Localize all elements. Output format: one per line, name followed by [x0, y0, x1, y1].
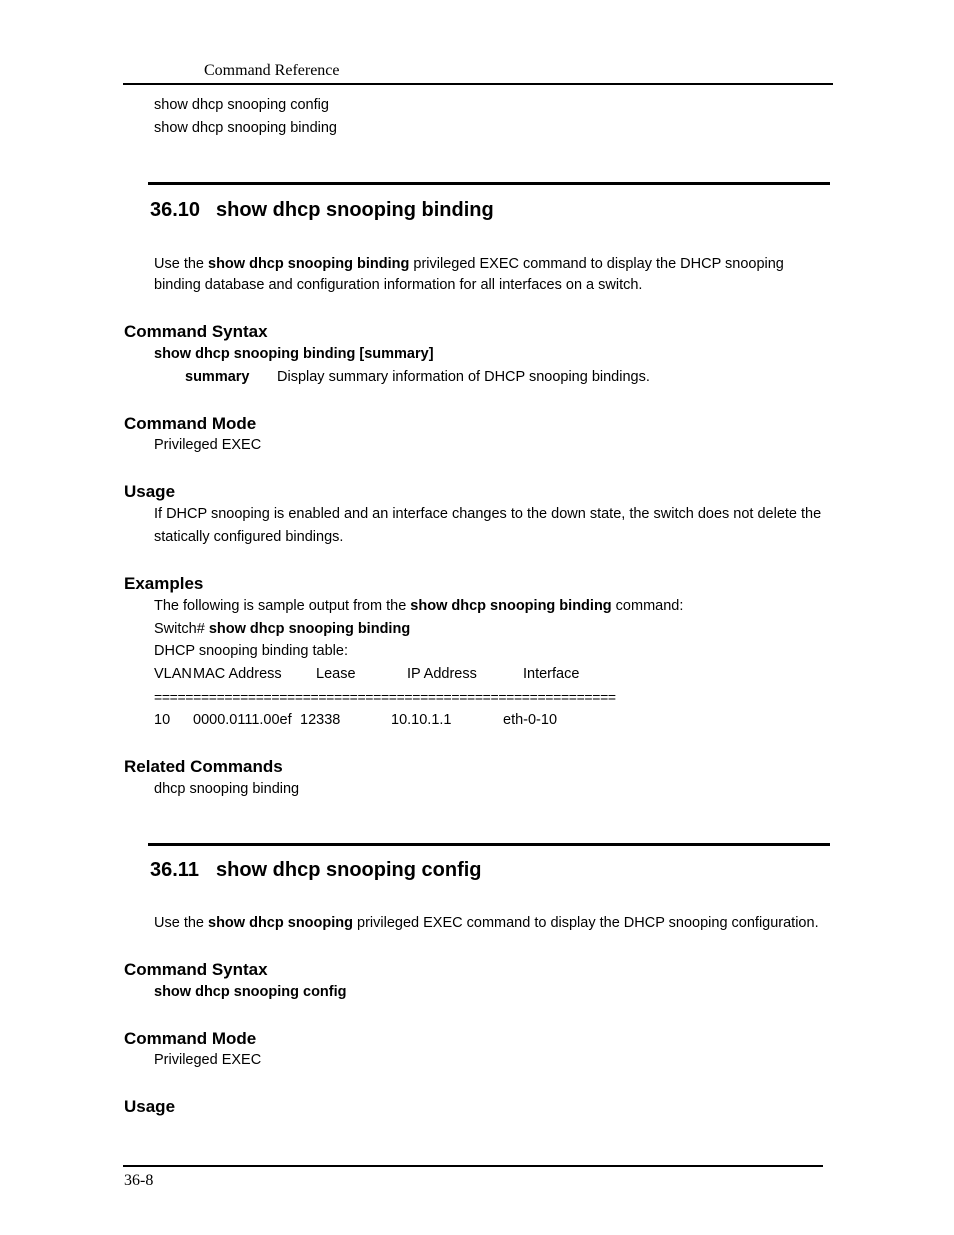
section-intro: Use the show dhcp snooping privileged EXEC command to display the DHCP snooping configuration. [154, 915, 819, 931]
section-intro-line2: binding database and configuration information for all interfaces on a switch. [154, 277, 643, 293]
usage-text: If DHCP snooping is enabled and an interface changes to the down state, the switch does not delete the [154, 506, 822, 522]
section-number: 36.10 [150, 199, 201, 221]
table-cell: 10 [154, 712, 171, 728]
command-syntax: show dhcp snooping config [154, 984, 347, 1000]
command-syntax-heading: Command Syntax [124, 960, 268, 979]
command-syntax-heading: Command Syntax [124, 322, 268, 341]
page-number: 36-8 [124, 1172, 154, 1189]
prev-related-1: show dhcp snooping config [154, 97, 329, 113]
col-mac-address: MAC Address [193, 666, 282, 682]
prev-related-2: show dhcp snooping binding [154, 120, 337, 136]
usage-heading: Usage [124, 1097, 176, 1116]
section-number: 36.11 [150, 859, 199, 881]
section-rule [148, 182, 830, 185]
command-mode: Privileged EXEC [154, 437, 262, 453]
usage-heading: Usage [124, 482, 176, 501]
example-intro: The following is sample output from the show dhcp snooping binding command: [154, 598, 684, 614]
param-description: Display summary information of DHCP snooping bindings. [277, 369, 650, 385]
section-intro: Use the show dhcp snooping binding privileged EXEC command to display the DHCP snooping [154, 256, 784, 272]
examples-heading: Examples [124, 574, 204, 593]
footer-rule [123, 1165, 823, 1167]
command-syntax: show dhcp snooping binding [summary] [154, 346, 434, 362]
col-lease: Lease [316, 666, 356, 682]
table-separator: =========================================================== [154, 689, 616, 705]
section-title: show dhcp snooping config [216, 859, 482, 881]
col-ip-address: IP Address [407, 666, 477, 682]
header-rule [123, 83, 833, 85]
command-mode-heading: Command Mode [124, 414, 257, 433]
section-title: show dhcp snooping binding [216, 199, 494, 221]
related-command: dhcp snooping binding [154, 781, 300, 797]
example-command: Switch# show dhcp snooping binding [154, 621, 411, 637]
table-cell: 12338 [300, 712, 341, 728]
usage-text-line2: statically configured bindings. [154, 529, 344, 545]
section-rule [148, 843, 830, 846]
param-name: summary [185, 369, 250, 385]
command-mode: Privileged EXEC [154, 1052, 262, 1068]
table-cell: 10.10.1.1 [391, 712, 452, 728]
related-commands-heading: Related Commands [124, 757, 283, 776]
table-title: DHCP snooping binding table: [154, 643, 349, 659]
running-header: Command Reference [204, 62, 340, 79]
col-vlan: VLAN [154, 666, 192, 682]
table-cell: eth-0-10 [503, 712, 558, 728]
table-cell: 0000.0111.00ef [193, 712, 292, 728]
col-interface: Interface [523, 666, 580, 682]
command-mode-heading: Command Mode [124, 1029, 257, 1048]
